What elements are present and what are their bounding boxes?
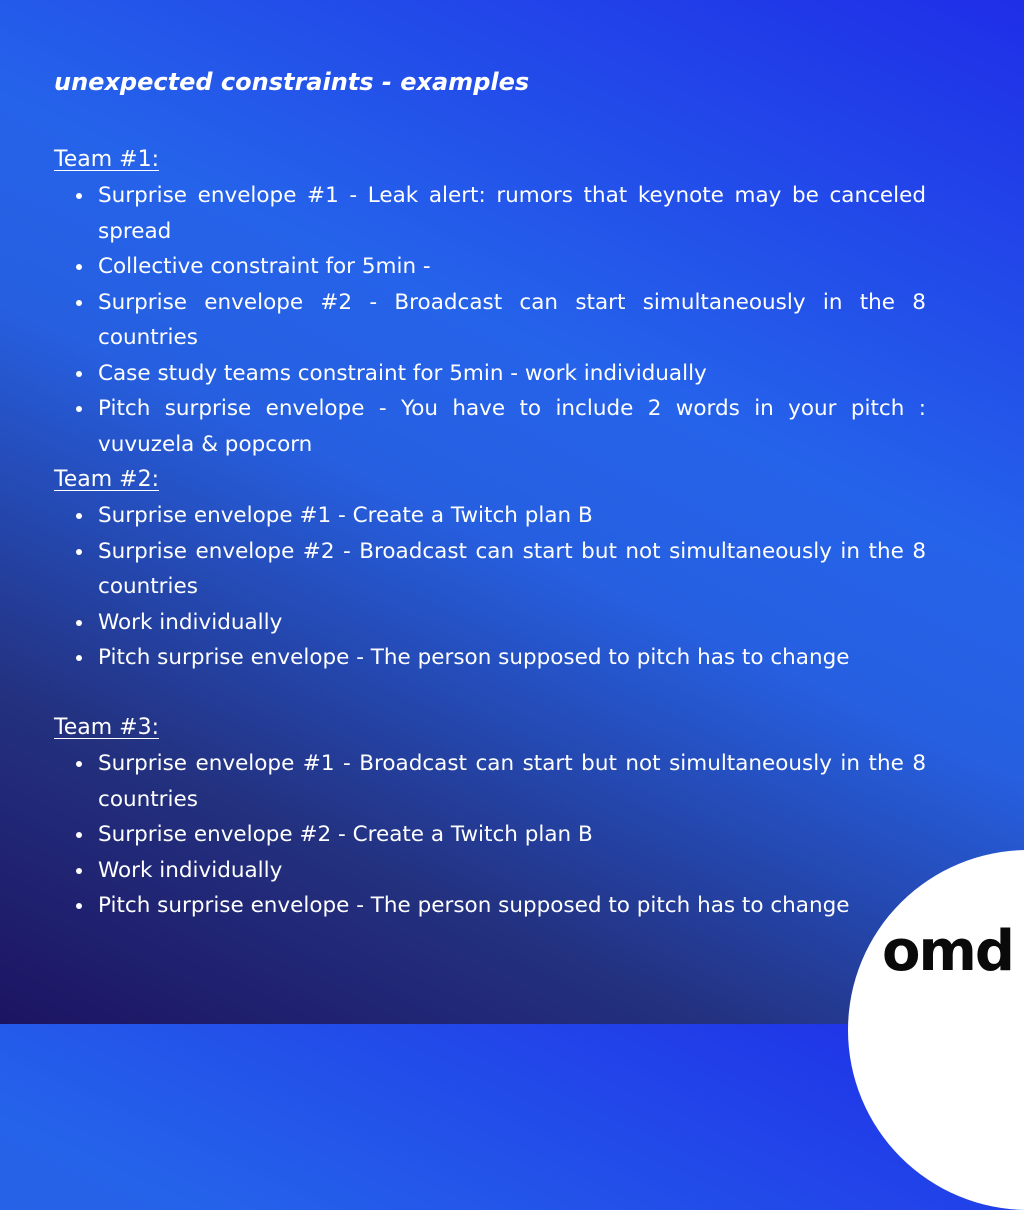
list-item: Work individually <box>54 605 926 641</box>
constraint-list <box>54 178 926 462</box>
list-item: Surprise envelope #2 - Create a Twitch plan B <box>54 817 926 853</box>
list-item: Surprise envelope #2 - Broadcast can start but not simultaneously in the 8 countries <box>54 534 926 605</box>
slide-title: unexpected constraints - examples <box>54 68 530 96</box>
list-item: Pitch surprise envelope - The person supposed to pitch has to change <box>54 888 926 924</box>
constraint-list <box>54 746 926 924</box>
list-item: Surprise envelope #2 - Broadcast can start simultaneously in the 8 countries <box>54 285 926 356</box>
team-section-3 <box>54 710 926 924</box>
omd-logo: omd <box>882 919 1013 984</box>
list-item: Surprise envelope #1 - Leak alert: rumors that keynote may be canceled spread <box>54 178 926 249</box>
list-item: Pitch surprise envelope - You have to include 2 words in your pitch : vuvuzela & popcorn <box>54 391 926 462</box>
list-item: Work individually <box>54 853 926 889</box>
list-item: Case study teams constraint for 5min - work individually <box>54 356 926 392</box>
list-item: Pitch surprise envelope - The person supposed to pitch has to change <box>54 640 926 676</box>
team-heading: Team #2: <box>54 467 159 492</box>
list-item: Surprise envelope #1 - Create a Twitch plan B <box>54 498 926 534</box>
list-item: Collective constraint for 5min - <box>54 249 926 285</box>
team-heading: Team #1: <box>54 147 159 172</box>
list-item: Surprise envelope #1 - Broadcast can start but not simultaneously in the 8 countries <box>54 746 926 817</box>
constraint-list <box>54 498 926 676</box>
team-section-2 <box>54 462 926 676</box>
team-section-1 <box>54 142 926 462</box>
team-heading: Team #3: <box>54 715 159 740</box>
